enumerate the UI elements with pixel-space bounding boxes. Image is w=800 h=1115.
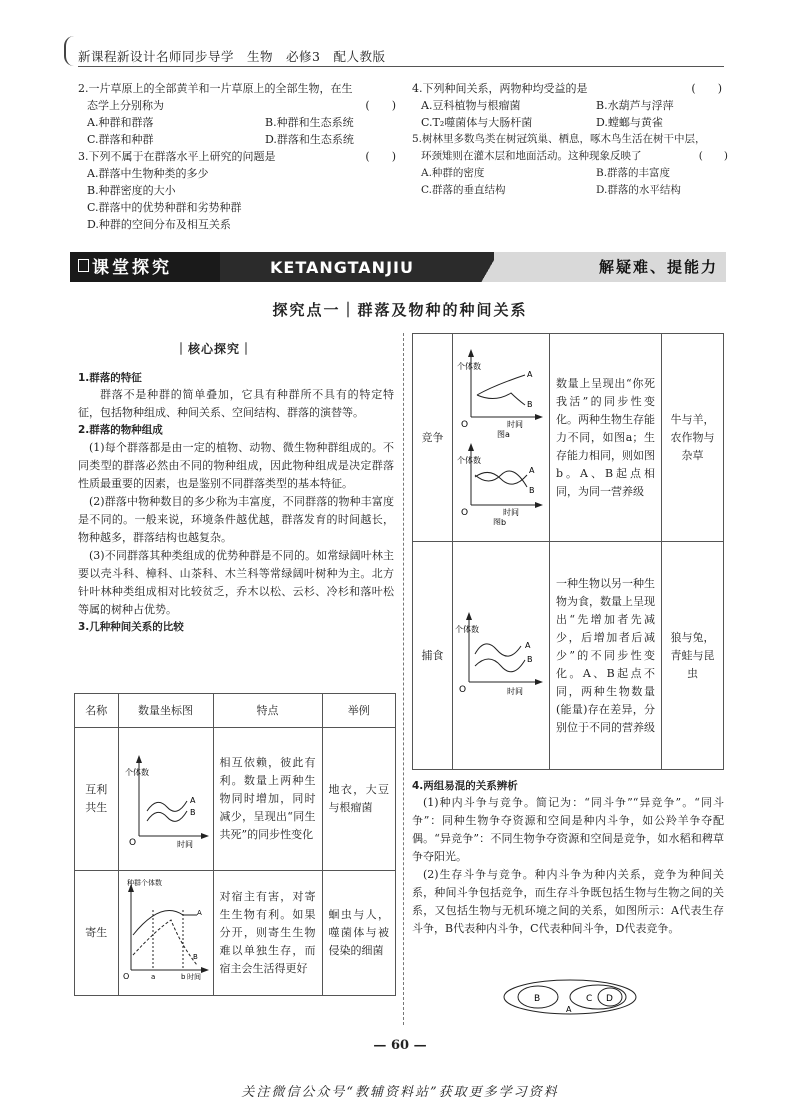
svg-text:A: A <box>529 465 535 475</box>
struggle-diagram <box>500 978 640 1020</box>
svg-text:B: B <box>534 994 541 1004</box>
question-2: 2.一片草原上的全部黄羊和一片草原上的全部生物，在生 态学上分别称为 ( ) A.种群和群落 B.种群和生态系统 C.群落和种群 D.群落和生态系统 <box>78 82 396 146</box>
svg-text:A: A <box>189 796 196 805</box>
right-column: 4.两组易混的关系辨析 (1)种内斗争与竞争。简记为：“同斗争”“异竞争”。“同斗争”：同种生物争夺资源和空间是种内斗争，如公羚羊争夺配偶。“异竞争”：不同生物争夺资源和空间是竞争，如水稻和稗草争夺阳光。 (2)生存斗争与竞争。种内斗争为种内关系，竞争为种间关系，种间斗争包括竞争，而生存斗争既包括生物与生物之间的关系，又包括生物与无机环境之间的关系，如图所示：A代表生存斗争，B代表种内斗争，C代表种间斗争，D代表竞争。 <box>412 780 724 936</box>
svg-text:A: A <box>527 369 533 379</box>
svg-text:O: O <box>122 972 129 981</box>
section-title: 探究点一｜群落及物种的种间关系 <box>272 301 528 319</box>
svg-text:B: B <box>527 399 533 409</box>
band-title: 课堂探究 <box>70 252 220 282</box>
th-name: 名称 <box>75 694 119 728</box>
svg-text:C: C <box>586 994 593 1004</box>
svg-text:A: A <box>566 1005 572 1014</box>
svg-text:a: a <box>150 973 155 981</box>
parasitism-graph <box>121 875 211 985</box>
svg-text:图b: 图b <box>493 517 507 525</box>
svg-text:B: B <box>192 953 198 961</box>
competition-graphs <box>455 345 547 525</box>
svg-text:A: A <box>525 640 531 650</box>
question-4: 4.下列种间关系，两物种均受益的是 ( ) A.豆科植物与根瘤菌 B.水葫芦与浮萍 C.T₂噬菌体与大肠杆菌 D.螳螂与黄雀 <box>412 82 722 129</box>
left-column: 1.群落的特征 群落不是种群的简单叠加，它具有种群所不具有的特定特征，包括物种组成、种间关系、空间结构、群落的演替等。 2.群落的物种组成 (1)每个群落都是由一定的植物、动物、微生物种群组成的。不同类型的群落必然由不同的物种组成，因此物种组成是决定群落性质最重要的因素，也是鉴别不同群落类型的基本特征。 (2)群落中物种数目的多少称为丰富度，不同群落的物种丰富度是不同的。一般来说，环境条件越优越，群落发育的时间越长，物种越多，群落结构也越复杂。 (3)不同群落其种类组成的优势种群是不同的。如常绿阔叶林主要以壳斗科、樟科、山茶科、木兰科等常绿阔叶树种为主。北方针叶林种类组成相对比较贫乏，乔木以松、云杉、冷杉和落叶松等属的树种占优势。 3.几种种间关系的比较 <box>78 372 394 633</box>
svg-text:B: B <box>527 654 533 664</box>
svg-text:O: O <box>461 507 469 518</box>
th-graph: 数量坐标图 <box>118 694 213 728</box>
svg-text:个体数: 个体数 <box>455 624 479 634</box>
core-label: ｜核心探究｜ <box>175 342 254 356</box>
svg-text:时间: 时间 <box>186 973 201 981</box>
svg-text:种群个体数: 种群个体数 <box>126 879 162 887</box>
svg-text:B: B <box>189 808 196 817</box>
table-row: 竞争 个体数 O 时间 图a A B 个体数 O 时间 图b A B 数量上呈现出“你死我活”的同步性变化。两种生物生存能力不同，如图a；生存能力相同，则如图b。A、B起点相同，为同一营养级 牛与羊，农作物与杂草 <box>413 334 724 542</box>
svg-text:个体数: 个体数 <box>457 361 481 371</box>
svg-text:O: O <box>461 419 469 430</box>
svg-text:时间: 时间 <box>176 840 193 849</box>
svg-text:b: b <box>180 973 185 981</box>
running-header: 新课程新设计名师同步导学 生物 必修3 配人教版 <box>78 49 386 64</box>
svg-text:O: O <box>128 838 136 848</box>
svg-text:A: A <box>196 909 202 917</box>
svg-text:个体数: 个体数 <box>124 768 149 777</box>
relation-table-left <box>74 693 396 996</box>
question-5: 5.树林里多数鸟类在树冠筑巢、栖息，啄木鸟生活在树干中层， 环颈雉则在灌木层和地面活动。这种现象反映了 ( ) A.种群的密度 B.群落的丰富度 C.群落的垂直结构 D.群落的水平结构 <box>412 133 728 196</box>
svg-text:时间: 时间 <box>507 419 523 429</box>
page-number: — 60 — <box>373 1038 427 1053</box>
question-3: 3.下列不属于在群落水平上研究的问题是 ( ) A.群落中生物种类的多少 B.种群密度的大小 C.群落中的优势种群和劣势种群 D.种群的空间分布及相互关系 <box>78 150 396 231</box>
header-ornament <box>64 36 74 66</box>
svg-text:时间: 时间 <box>507 686 523 696</box>
table-row: 寄生 种群个体数 O a b 时间 A B 对宿主有害，对寄生生物有利。如果分开，则寄生生物难以单独生存，而宿主会生活得更好 蛔虫与人，噬菌体与被侵染的细菌 <box>75 871 396 996</box>
table-row: 互利 共生 个体数 O 时间 A B 相互依赖，彼此有利。数量上两种生物同时增加，同时减少，呈现出“同生共死”的同步性变化 地衣，大豆与根瘤菌 <box>75 728 396 871</box>
th-example: 举例 <box>322 694 395 728</box>
table-row: 捕食 个体数 O 时间 A B 一种生物以另一种生物为食，数量上呈现出“先增加者先减少，后增加者后减少”的不同步性变化。A、B起点不同，两种生物数量(能量)存在差异，分别位于不同的营养级 狼与兔，青蛙与昆虫 <box>413 542 724 770</box>
band-pinyin: KETANGTANJIU <box>270 258 414 277</box>
header-rule <box>78 66 724 67</box>
svg-text:时间: 时间 <box>503 507 519 517</box>
band-slogan: 解疑难、提能力 <box>494 252 726 282</box>
footer-note: 关注微信公众号“教辅资料站”获取更多学习资料 <box>241 1085 559 1100</box>
svg-text:O: O <box>459 684 467 695</box>
predation-graph <box>455 608 547 698</box>
th-feature: 特点 <box>213 694 322 728</box>
column-divider <box>403 333 404 1025</box>
svg-text:D: D <box>606 994 613 1004</box>
svg-text:个体数: 个体数 <box>457 455 481 465</box>
svg-text:B: B <box>529 485 535 495</box>
svg-text:图a: 图a <box>497 429 510 439</box>
relation-table-right <box>412 333 724 770</box>
band-box-icon <box>78 259 89 272</box>
mutualism-graph <box>121 741 211 851</box>
